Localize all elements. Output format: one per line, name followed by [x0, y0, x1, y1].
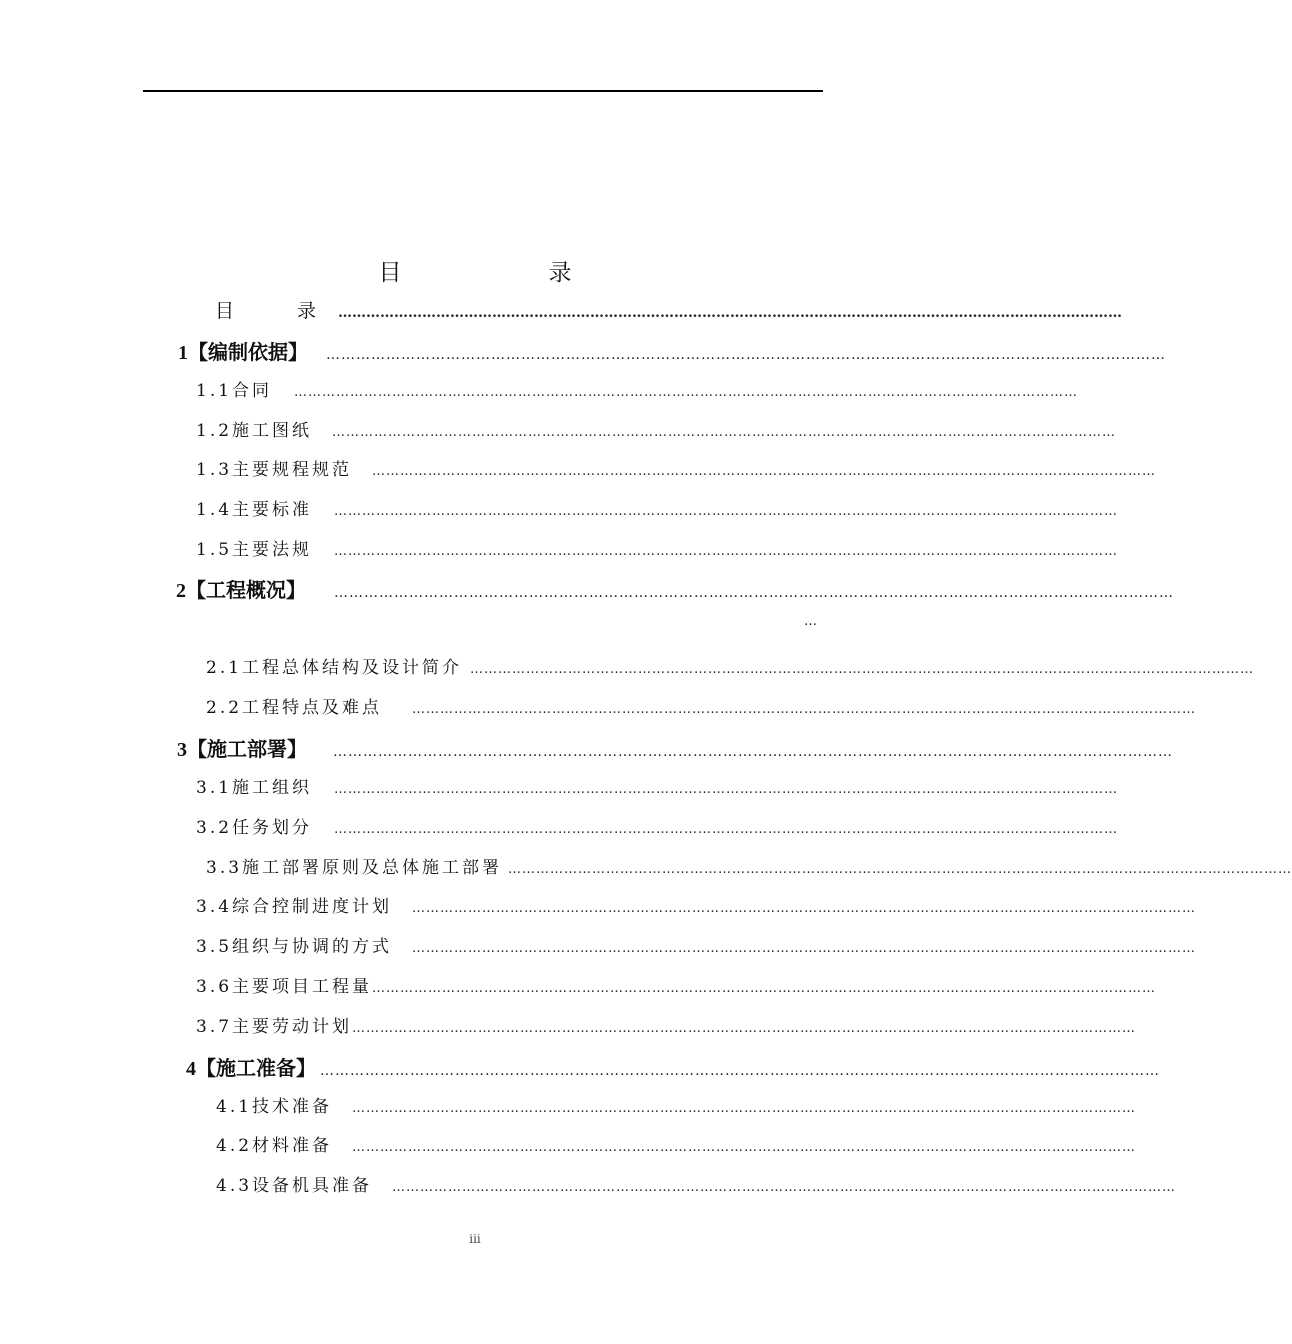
toc-entry-label: 3.3施工部署原则及总体施工部署	[206, 858, 503, 878]
toc-entry-label: 1.2施工图纸	[196, 421, 313, 441]
toc-entry-section-2[interactable]	[176, 574, 1174, 604]
toc-entry-label: 2【工程概况】	[176, 580, 306, 602]
toc-entry-3-2[interactable]	[196, 813, 1119, 843]
toc-entry-label: 1【编制依据】	[178, 342, 308, 364]
dot-leader: ……………………………………………………………………………………………………………………………………………………	[334, 585, 1174, 601]
toc-entry-3-1[interactable]	[196, 773, 1119, 803]
toc-entry-1-1[interactable]	[196, 376, 1079, 406]
toc-entry-label: 2.1工程总体结构及设计简介	[206, 658, 463, 678]
dot-leader: ……………………………………………………………………………………………………………………………………………………	[470, 662, 1255, 677]
dot-leader: ……………………………………………………………………………………………………………………………………………………	[334, 782, 1119, 797]
dot-leader: ……………………………………………………………………………………………………………………………………………………	[372, 981, 1157, 996]
dot-leader: ……………………………………………………………………………………………………………………………………………………	[334, 504, 1119, 519]
toc-entry-contents[interactable]	[215, 296, 1123, 326]
toc-entry-label: 4.1技术准备	[216, 1097, 333, 1117]
dot-leader: ……………………………………………………………………………………………………………………………………………………	[334, 544, 1119, 559]
dot-leader: ……………………………………………………………………………………………………………………………………………………	[412, 941, 1197, 956]
toc-entry-label: 目 录	[215, 300, 339, 322]
dot-leader: …	[804, 614, 817, 629]
dot-leader: ……………………………………………………………………………………………………………………………………………………	[352, 1140, 1137, 1155]
toc-entry-2-2[interactable]	[206, 693, 1197, 723]
toc-entry-section-1[interactable]	[178, 336, 1166, 366]
dot-leader: ……………………………………………………………………………………………………………………………………………………	[294, 385, 1079, 400]
dot-leader: ……………………………………………………………………………………………………………………………………………………	[320, 1063, 1160, 1079]
toc-entry-label: 4.2材料准备	[216, 1136, 333, 1156]
toc-entry-3-5[interactable]	[196, 932, 1197, 962]
toc-entry-label: 3.5组织与协调的方式	[196, 937, 393, 957]
page-number: iii	[469, 1232, 481, 1246]
toc-entry-3-6[interactable]	[196, 972, 1157, 1002]
toc-entry-label: 3【施工部署】	[177, 739, 307, 761]
toc-entry-3-7[interactable]	[196, 1012, 1137, 1042]
toc-entry-label: 1.1合同	[196, 381, 273, 401]
toc-entry-1-4[interactable]	[196, 495, 1119, 525]
toc-entry-label: 3.1施工组织	[196, 778, 313, 798]
toc-entry-section-4[interactable]	[186, 1052, 1160, 1082]
dot-leader: ……………………………………………………………………………………………………………………………………………………	[392, 1180, 1177, 1195]
dot-leader: ……………………………………………………………………………………………………………………………………………………	[352, 1021, 1137, 1036]
dot-leader: ……………………………………………………………………………………………………………………………………………………	[412, 702, 1197, 717]
toc-entry-1-3[interactable]	[196, 455, 1157, 485]
toc-entry-4-3[interactable]	[216, 1171, 1177, 1201]
dot-leader: ……………………………………………………………………………………………………………………………………………………	[326, 347, 1166, 363]
toc-entry-4-2[interactable]	[216, 1131, 1137, 1161]
dot-leader: ……………………………………………………………………………………………………………………………………………………	[508, 862, 1292, 877]
toc-entry-1-2[interactable]	[196, 416, 1117, 446]
toc-entry-label: 1.3主要规程规范	[196, 460, 353, 480]
toc-entry-label: 1.4主要标准	[196, 500, 313, 520]
toc-entry-label: 3.6主要项目工程量	[196, 977, 373, 997]
toc-overflow-leader	[804, 614, 828, 644]
dot-leader: ……………………………………………………………………………………………………………………………………………………	[333, 744, 1173, 760]
toc-entry-3-4[interactable]	[196, 892, 1197, 922]
dot-leader: ……………………………………………………………………………………………………………………………………………………	[332, 425, 1117, 440]
toc-entry-label: 3.4综合控制进度计划	[196, 897, 393, 917]
toc-entry-label: 2.2工程特点及难点	[206, 698, 383, 718]
toc-entry-1-5[interactable]	[196, 535, 1119, 565]
toc-entry-4-1[interactable]	[216, 1092, 1137, 1122]
page-title: 目 录	[378, 260, 634, 286]
dot-leader: ……………………………………………………………………………………………………………………………………………………	[412, 901, 1197, 916]
toc-entry-section-3[interactable]	[177, 733, 1173, 763]
toc-entry-label: 4【施工准备】	[186, 1058, 316, 1080]
dot-leader: ……………………………………………………………………………………………………………………………………………………	[334, 822, 1119, 837]
toc-entry-3-3[interactable]	[206, 853, 1292, 883]
dot-leader: ……………………………………………………………………………………………………………………………………………………	[338, 305, 1123, 321]
toc-entry-2-1[interactable]	[206, 653, 1255, 683]
toc-entry-label: 4.3设备机具准备	[216, 1176, 373, 1196]
toc-entry-label: 3.2任务划分	[196, 818, 313, 838]
toc-entry-label: 1.5主要法规	[196, 540, 313, 560]
dot-leader: ……………………………………………………………………………………………………………………………………………………	[352, 1101, 1137, 1116]
dot-leader: ……………………………………………………………………………………………………………………………………………………	[372, 464, 1157, 479]
toc-entry-label: 3.7主要劳动计划	[196, 1017, 353, 1037]
